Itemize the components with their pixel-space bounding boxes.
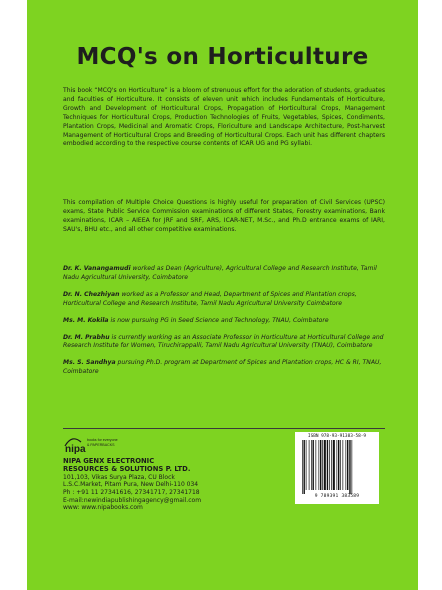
author-name: Ms. M. Kokila (63, 316, 109, 324)
barcode-stripe (304, 440, 305, 494)
author-entry (63, 334, 385, 352)
barcode-stripe (324, 440, 326, 490)
barcode (295, 432, 379, 504)
barcode-stripe (313, 440, 314, 490)
author-name: Dr. K. Vanangamudi (63, 265, 131, 272)
website-line: www: www.nipabooks.com (63, 504, 143, 512)
barcode-stripe (309, 440, 310, 490)
logo-text: nipa (65, 444, 86, 455)
isbn-text: ISBN 978-93-91383-58-9 (307, 434, 367, 439)
logo-tagline: books for everyone (87, 438, 118, 442)
publisher-name: RESOURCES & SOLUTIONS P. LTD. (63, 465, 191, 474)
author-entry (63, 317, 385, 326)
barcode-stripe (346, 440, 347, 490)
address-line: L.S.C.Market, Pitam Pura, New Delhi-110 034 (63, 481, 199, 489)
divider (63, 428, 385, 429)
barcode-digits: 9 789391 383589 (314, 494, 360, 499)
barcode-stripe (306, 440, 307, 490)
book-title: MCQ's on Horticulture (76, 44, 369, 70)
author-name: Dr. M. Prabhu (63, 333, 110, 341)
barcode-stripe (343, 440, 344, 490)
phone-line: Ph : +91 11 27341616, 27341717, 27341718 (63, 489, 200, 496)
back-cover (27, 0, 418, 590)
barcode-stripe (347, 440, 348, 490)
author-name: Dr. N. Chezhiyan (63, 290, 120, 298)
barcode-stripe (320, 440, 321, 490)
description-paragraph-1: This book “MCQ's on Horticulture” is a bloom of strenuous effort for the adoration of students, graduates and faculties of Horticulture. It consists of eleven unit which includes Fundamentals of Horticulture, Growth and Development of Horticultural Crops, Propagation of Horticultural Crops, Management Techniques for Horticultural Crops, Production Technologies of Fruits, Vegetables, Spices, Condiments, Plantation Crops, Medicinal and Aromatic Crops, Floriculture and Landscape Architecture, Post-harvest Management of Horticultural Crops and Breeding of Horticultural Crops. Each unit has different chapters embodied according to the respective course contents of ICAR UG and PG syllabi. (63, 87, 385, 148)
barcode-bars (300, 440, 374, 494)
author-bio: pursuing Ph.D. program at Department of Spices and Plantation crops, HC & RI, TNAU, Coimbatore (63, 359, 382, 376)
barcode-stripe (333, 440, 335, 490)
author-bio: is now pursuing PG in Seed Science and Technology, TNAU, Coimbatore (108, 316, 329, 324)
barcode-stripe (337, 440, 338, 490)
publisher-name: NIPA GENX ELECTRONIC (63, 457, 155, 465)
barcode-stripe (338, 440, 339, 490)
barcode-stripe (352, 440, 353, 494)
author-entry (63, 359, 385, 377)
author-bio: worked as a Professor and Head, Department of Spices and Plantation crops, Horticultural College and Research Institute, Tamil Nadu Agricultural University Coimbatore (63, 290, 357, 307)
barcode-stripe (302, 440, 303, 494)
barcode-stripe (311, 440, 312, 490)
author-entry (63, 265, 385, 283)
barcode-stripe (319, 440, 320, 490)
barcode-stripe (349, 440, 350, 494)
email-line: E-mail:newindiapublishingagency@gmail.com (63, 496, 202, 504)
author-name: Ms. S. Sandhya (63, 359, 116, 367)
author-list (63, 265, 385, 385)
barcode-stripe (329, 440, 330, 490)
author-entry (63, 291, 385, 309)
barcode-stripe (322, 440, 323, 490)
barcode-stripe (316, 440, 317, 490)
logo-tagline: & PAPERBACKS (87, 443, 115, 447)
barcode-stripe (327, 440, 328, 490)
barcode-stripe (340, 440, 341, 490)
address-line: 101,103, Vikas Surya Plaza, CU Block (63, 473, 175, 481)
publisher-info (63, 457, 263, 512)
author-bio: is currently working as an Associate Professor in Horticulture at Horticultural College and Research Institute for Women, Tiruchirappalli, Tamil Nadu Agricultural University (TNAU), Coimbatore (63, 333, 384, 350)
author-bio: worked as Dean (Agriculture), Agricultural College and Research Institute, Tamil Nadu Agricultural University, Coimbatore (63, 265, 377, 281)
publisher-logo (63, 432, 123, 456)
description-paragraph-2: This compilation of Multiple Choice Questions is highly useful for preparation of Civil Services (UPSC) exams, State Public Service Commission examinations of different States, Forestry examinations, Bank examinations, ICAR – AIEEA for JRF and SRF, ARS, ICAR-NET, M.Sc., and Ph.D entrance exams of IARI, SAU's, BHU etc., and all other competitive examinations. (63, 199, 385, 233)
barcode-stripe (331, 440, 332, 490)
